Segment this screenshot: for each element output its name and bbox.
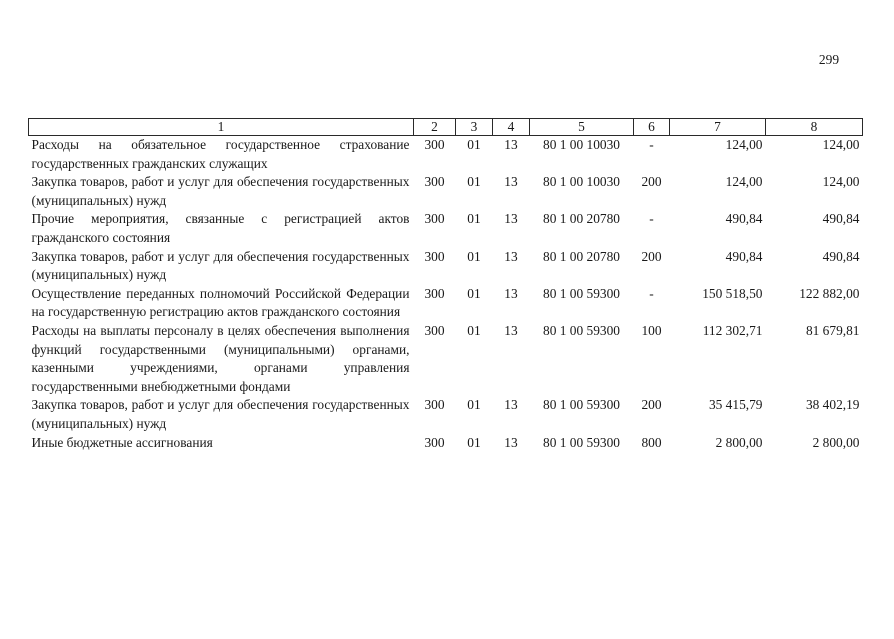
page-number: 299 xyxy=(818,52,840,67)
row-amount-2: 38 402,19 xyxy=(805,397,860,413)
row-expense-type: 200 xyxy=(641,174,662,190)
row-expense-type: 800 xyxy=(641,434,662,450)
table-row xyxy=(29,248,863,285)
row-section: 01 xyxy=(467,248,481,264)
budget-table xyxy=(28,118,863,452)
row-amount-1: 150 518,50 xyxy=(702,285,763,301)
row-section: 01 xyxy=(467,174,481,190)
row-amount-2: 2 800,00 xyxy=(812,434,860,450)
row-subsection: 13 xyxy=(504,248,518,264)
row-expense-type: - xyxy=(649,211,654,227)
row-subsection: 13 xyxy=(504,211,518,227)
header-col-6: 6 xyxy=(634,119,670,136)
header-col-1: 1 xyxy=(29,119,414,136)
row-amount-2: 490,84 xyxy=(822,211,860,227)
row-section: 01 xyxy=(467,322,481,338)
table-row xyxy=(29,285,863,322)
row-target-code: 80 1 00 10030 xyxy=(543,174,620,190)
row-target-code: 80 1 00 59300 xyxy=(543,285,620,301)
row-ministry-code: 300 xyxy=(424,174,445,190)
header-col-8: 8 xyxy=(766,119,863,136)
row-amount-1: 490,84 xyxy=(725,248,763,264)
row-name: Закупка товаров, работ и услуг для обеспечения государственных (муниципальных) нужд xyxy=(31,248,410,283)
row-subsection: 13 xyxy=(504,434,518,450)
table-row xyxy=(29,396,863,433)
row-amount-2: 124,00 xyxy=(822,137,860,152)
header-col-5: 5 xyxy=(530,119,634,136)
header-col-7: 7 xyxy=(670,119,766,136)
row-expense-type: 200 xyxy=(641,248,662,264)
row-amount-1: 112 302,71 xyxy=(702,322,763,338)
row-ministry-code: 300 xyxy=(424,434,445,450)
row-amount-2: 122 882,00 xyxy=(799,285,860,301)
row-subsection: 13 xyxy=(504,322,518,338)
row-expense-type: 100 xyxy=(641,322,662,338)
row-name: Осуществление переданных полномочий Российской Федерации на государственную регистрацию актов гражданского состояния xyxy=(31,285,410,320)
row-name: Закупка товаров, работ и услуг для обеспечения государственных (муниципальных) нужд xyxy=(31,174,410,208)
row-ministry-code: 300 xyxy=(424,322,445,338)
row-target-code: 80 1 00 10030 xyxy=(543,137,620,152)
header-col-2: 2 xyxy=(414,119,456,136)
row-ministry-code: 300 xyxy=(424,211,445,227)
row-target-code: 80 1 00 59300 xyxy=(543,434,620,450)
row-subsection: 13 xyxy=(504,285,518,301)
row-ministry-code: 300 xyxy=(424,137,445,152)
row-name: Расходы на обязательное государственное страхование государственных гражданских служащих xyxy=(31,137,410,171)
table-row xyxy=(29,210,863,247)
table-row xyxy=(29,434,863,453)
row-section: 01 xyxy=(467,211,481,227)
row-expense-type: - xyxy=(649,285,654,301)
row-subsection: 13 xyxy=(504,397,518,413)
row-subsection: 13 xyxy=(504,174,518,190)
row-name: Иные бюджетные ассигнования xyxy=(31,434,213,450)
row-target-code: 80 1 00 20780 xyxy=(543,211,620,227)
row-section: 01 xyxy=(467,434,481,450)
table-header-row xyxy=(29,119,863,136)
row-amount-2: 490,84 xyxy=(822,248,860,264)
row-ministry-code: 300 xyxy=(424,397,445,413)
row-ministry-code: 300 xyxy=(424,248,445,264)
row-target-code: 80 1 00 59300 xyxy=(543,397,620,413)
row-ministry-code: 300 xyxy=(424,285,445,301)
table-row xyxy=(29,322,863,396)
row-section: 01 xyxy=(467,137,481,152)
row-expense-type: - xyxy=(649,137,654,152)
row-name: Расходы на выплаты персоналу в целях обеспечения выполнения функций государственными (муниципальными) органами, казенными учреждениями, органами управления государственными внебюджетными фондами xyxy=(31,322,410,394)
row-amount-1: 124,00 xyxy=(725,174,763,190)
row-amount-1: 2 800,00 xyxy=(715,434,763,450)
row-amount-2: 81 679,81 xyxy=(805,322,860,338)
table-row xyxy=(29,136,863,174)
header-col-3: 3 xyxy=(456,119,493,136)
row-expense-type: 200 xyxy=(641,397,662,413)
row-section: 01 xyxy=(467,397,481,413)
row-name: Прочие мероприятия, связанные с регистрацией актов гражданского состояния xyxy=(31,211,410,245)
row-name: Закупка товаров, работ и услуг для обеспечения государственных (муниципальных) нужд xyxy=(31,397,410,431)
table-row xyxy=(29,173,863,210)
row-amount-1: 490,84 xyxy=(725,211,763,227)
row-amount-1: 35 415,79 xyxy=(708,397,763,413)
row-target-code: 80 1 00 59300 xyxy=(543,322,620,338)
row-section: 01 xyxy=(467,285,481,301)
row-amount-1: 124,00 xyxy=(725,137,763,152)
row-target-code: 80 1 00 20780 xyxy=(543,248,620,264)
row-subsection: 13 xyxy=(504,137,518,152)
header-col-4: 4 xyxy=(493,119,530,136)
row-amount-2: 124,00 xyxy=(822,174,860,190)
